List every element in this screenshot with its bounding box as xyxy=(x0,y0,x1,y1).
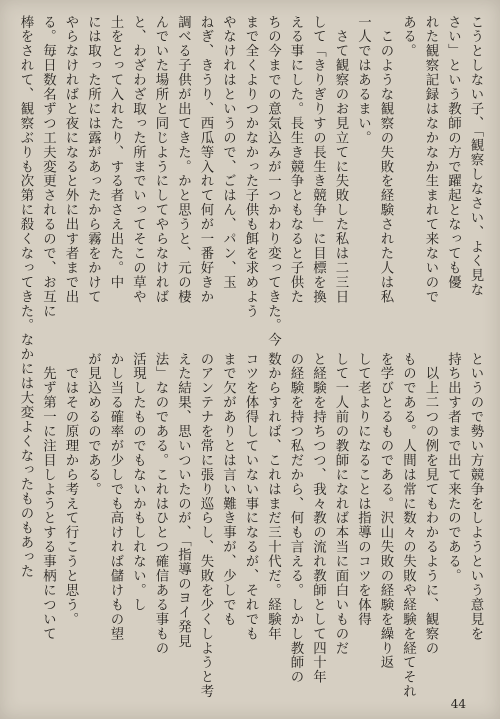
lower-text-block: というので勢い方競争をしようという意見を 持ち出す者まで出て来たのである。 以上二つの例を見てもわかるように、観察の ものである。人間は常に数々の失敗や経験を経てそれ を学びとるものである。沢山失敗の経験を繰り返 して老よりになることは指導のコツを体得 して一人前の教師になれば本当に面白いものだ と経験を持ちつつ、我々教の流れ教師として四十年 の経験を持つ私だから、何も言える。しかし教師の 数からすれば、これはまだ三十代だ。経験年 コツを体得していない事になるが、それでも まで欠がありとは言い難き事が、少しでも のアンテナを常に張り巡らし、失敗を少くしようと考 えた結果、思いついたのが、「指導のヨイ発見 法」なのである。これはひとつ確信ある事もの 活現したものでもないかもしれない。し かし当る確率が少しでも高ければ儲けもの望 が見込めるのである。 ではその原理から考えて行こうと思う。 先ず第一に注目しようとする事柄について xyxy=(40,352,483,699)
upper-text-block: こうとしない子、「観察しなさい、よく見な さい」という教師の方で躍起となっても優 れた観察記録はなかなか生まれて来ないので ある。 このような観察の失敗を経験された人は私 一人ではあるまい。 さて観察のお見立てに失敗した私は二三日 して「きりぎりすの長生き競争」に目標を換 える事にした。長生き競争ともなると子供た ちの今までの意気込みが一つかわり変ってきた。今 まで全くよりつかなかった子供も餌を求めよう やなけれはというので、ごはん、パン、玉 ねぎ、きうり、西瓜等入れて何が一番好きか 調べる子供が出てきた。かと思うと、元の棲 んでいた場所と同じようにしてやらなければ と、わざわざ取った所までいってそこの草や 土をとって入れたり、する者さえ出た。中 には取った所には露があったから霧をかけて やらなければと夜になると外に出す者まで出 る。毎日数名ずつ工夫変更されるので、お互に 棒をされて、観察ぶりも次第に殺くなってきた。なかには大変よくなったものもあった xyxy=(18,15,483,579)
page-number: 44 xyxy=(450,697,466,711)
